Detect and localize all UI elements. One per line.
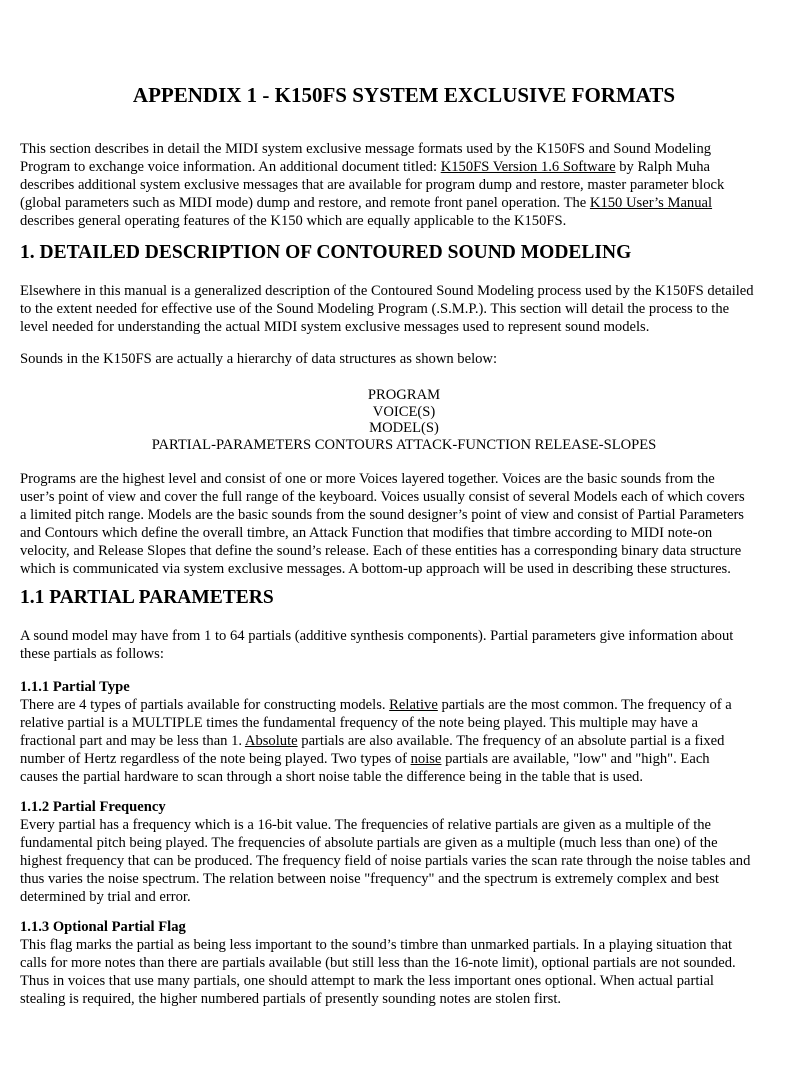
text-line: determined by trial and error. xyxy=(20,889,191,905)
text-line: user’s point of view and cover the full range of the keyboard. Voices usually consist of several Models each of which covers xyxy=(20,489,745,505)
text-span: partials are the most common. The frequency of a xyxy=(437,697,732,713)
noise-term: noise xyxy=(410,751,442,767)
text-line: which is communicated via system exclusive messages. A bottom-up approach will be used in describing these structures. xyxy=(20,561,731,577)
text-line xyxy=(20,194,712,212)
text-line: A sound model may have from 1 to 64 partials (additive synthesis components). Partial parameters give information about xyxy=(20,628,734,644)
text-span: partials are also available. The frequency of an absolute partial is a fixed xyxy=(297,733,725,749)
hierarchy-level: PARTIAL-PARAMETERS CONTOURS ATTACK-FUNCTION RELEASE-SLOPES xyxy=(151,437,657,453)
relative-term: Relative xyxy=(389,697,438,713)
text-line: these partials as follows: xyxy=(20,646,164,662)
hierarchy-level: VOICE(S) xyxy=(372,404,436,420)
subsection-heading: 1.1.3 Optional Partial Flag xyxy=(20,919,186,935)
subsection-heading: 1.1.2 Partial Frequency xyxy=(20,799,166,815)
text-line: thus varies the noise spectrum. The relation between noise "frequency" and the spectrum is extremely complex and best xyxy=(20,871,719,887)
text-line: This section describes in detail the MIDI system exclusive message formats used by the K150FS and Sound Modeling xyxy=(20,141,712,157)
text-line: level needed for understanding the actual MIDI system exclusive messages used to represent sound models. xyxy=(20,319,650,335)
text-span: by Ralph Muha xyxy=(615,159,710,175)
text-line xyxy=(20,750,710,768)
text-line xyxy=(20,732,724,750)
subsection-heading: 1.1.1 Partial Type xyxy=(20,679,130,695)
text-line: calls for more notes than there are partials available (but still less than the 16-note limit), optional partials are not sounded. xyxy=(20,955,736,971)
text-line: velocity, and Release Slopes that define the sound’s release. Each of these entities has a corresponding binary data structure xyxy=(20,543,742,559)
text-span: partials are available, "low" and "high". Each xyxy=(441,751,710,767)
text-line: and Contours which define the overall timbre, an Attack Function that modifies that timbre according to MIDI note-on xyxy=(20,525,713,541)
text-line: to the extent needed for effective use of the Sound Modeling Program (.S.M.P.). This section will detail the process to the xyxy=(20,301,730,317)
text-span: fractional part and may be less than 1. xyxy=(20,733,245,749)
text-line xyxy=(20,158,710,176)
text-line: describes general operating features of the K150 which are equally applicable to the K150FS. xyxy=(20,213,567,229)
text-span: (global parameters such as MIDI mode) dump and restore, and remote front panel operation. The xyxy=(20,195,590,211)
text-line: This flag marks the partial as being less important to the sound’s timbre than unmarked partials. In a playing situation that xyxy=(20,937,733,953)
text-line: Every partial has a frequency which is a 16-bit value. The frequencies of relative partials are given as a multiple of the xyxy=(20,817,712,833)
text-line: a limited pitch range. Models are the basic sounds from the sound designer’s point of view and consist of Partial Parameters xyxy=(20,507,744,523)
text-line xyxy=(20,696,732,714)
text-line: highest frequency that can be produced. The frequency field of noise partials varies the scan rate through the noise tables and xyxy=(20,853,751,869)
text-line: Programs are the highest level and consist of one or more Voices layered together. Voices are the basic sounds from the xyxy=(20,471,715,487)
text-line: relative partial is a MULTIPLE times the fundamental frequency of the note being played. This multiple may have a xyxy=(20,715,699,731)
text-line: Elsewhere in this manual is a generalized description of the Contoured Sound Modeling process used by the K150FS detailed xyxy=(20,283,754,299)
text-line: describes additional system exclusive messages that are available for program dump and restore, master parameter block xyxy=(20,177,725,193)
text-line: causes the partial hardware to scan through a short noise table the difference being in the table that is used. xyxy=(20,769,643,785)
users-manual-title: K150 User’s Manual xyxy=(589,195,713,211)
text-line: fundamental pitch being played. The frequencies of absolute partials are given as a multiple (much less than one) of the xyxy=(20,835,718,851)
text-span: There are 4 types of partials available for constructing models. xyxy=(20,697,390,713)
section-heading: 1.1 PARTIAL PARAMETERS xyxy=(20,587,274,608)
text-line: Thus in voices that use many partials, one should attempt to mark the less important ones optional. When actual partial xyxy=(20,973,714,989)
text-line: stealing is required, the higher numbered partials of presently sounding notes are stolen first. xyxy=(20,991,562,1007)
section1-paragraph-2: Sounds in the K150FS are actually a hierarchy of data structures as shown below: xyxy=(20,351,498,367)
software-doc-title: K150FS Version 1.6 Software xyxy=(440,159,616,175)
text-span: number of Hertz regardless of the note being played. Two types of xyxy=(20,751,411,767)
text-span: Program to exchange voice information. An additional document titled: xyxy=(20,159,441,175)
hierarchy-level: MODEL(S) xyxy=(369,420,439,436)
hierarchy-level: PROGRAM xyxy=(367,387,441,403)
absolute-term: Absolute xyxy=(244,733,298,749)
section-heading: 1. DETAILED DESCRIPTION OF CONTOURED SOUND MODELING xyxy=(20,242,632,263)
page-title: APPENDIX 1 - K150FS SYSTEM EXCLUSIVE FORMATS xyxy=(132,83,676,107)
